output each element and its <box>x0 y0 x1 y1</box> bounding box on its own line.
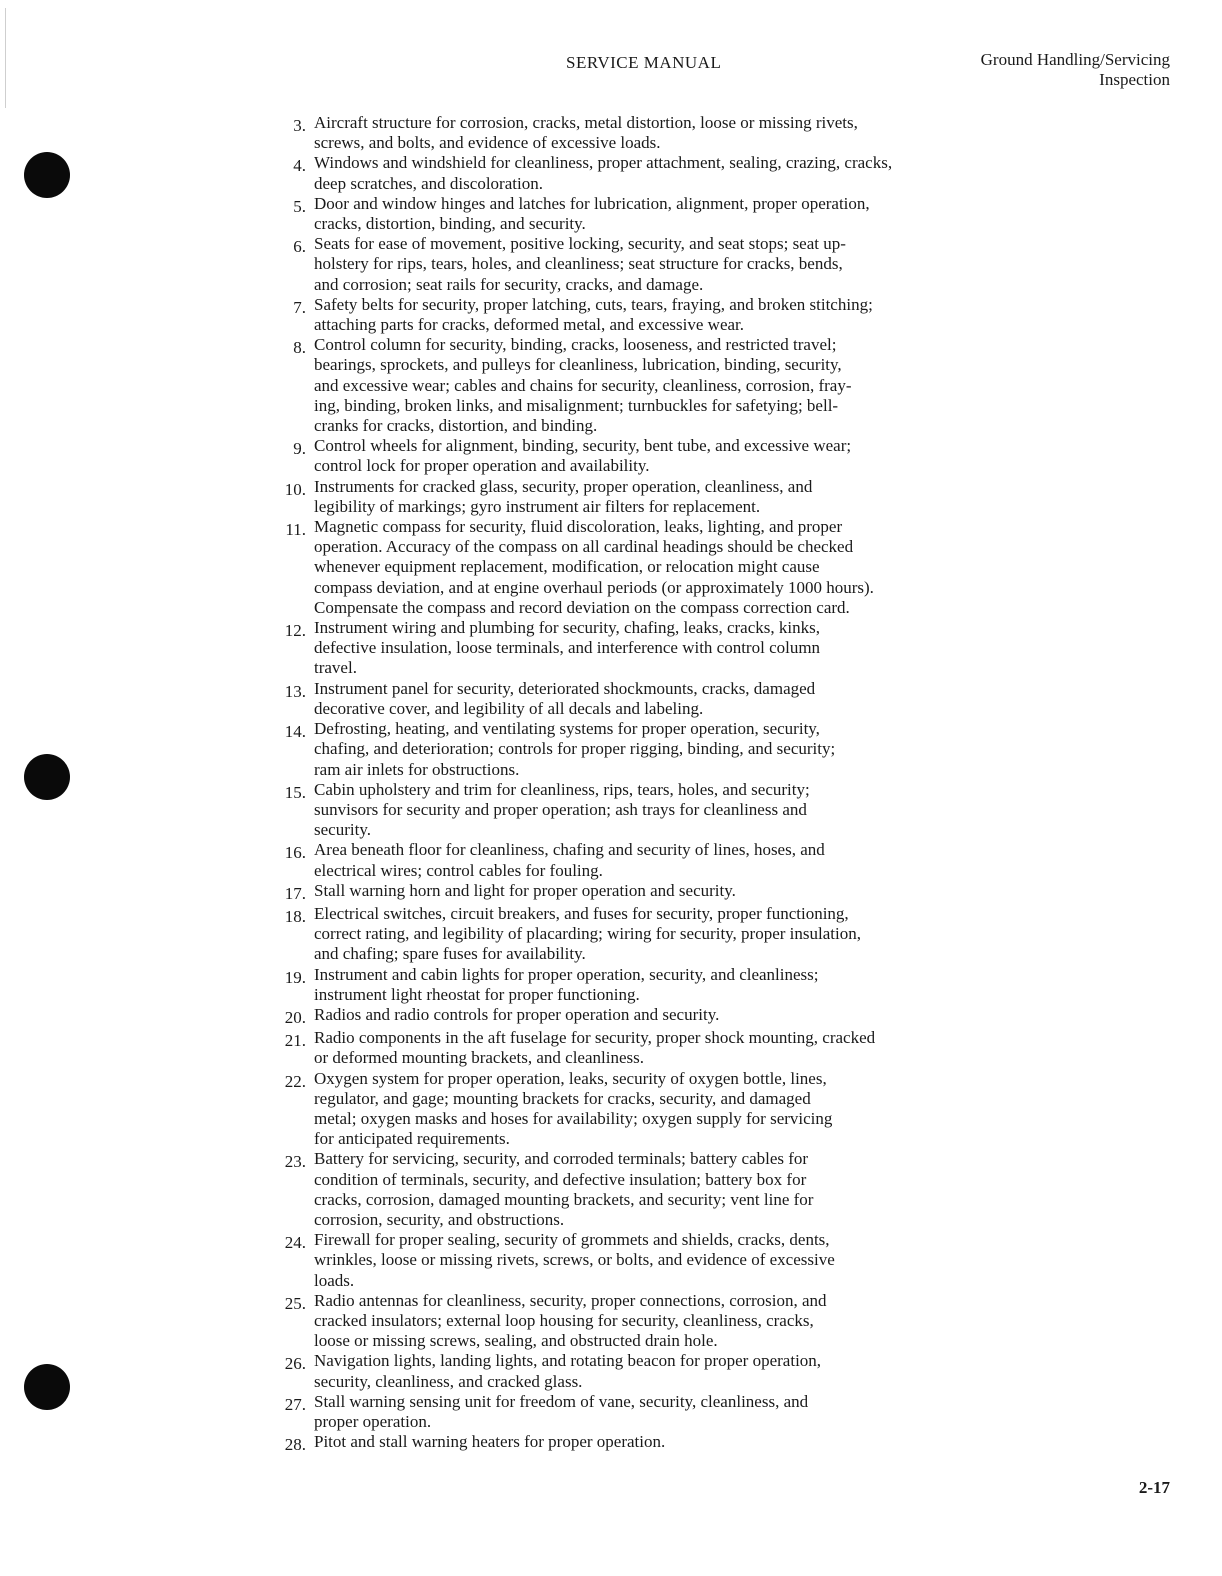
checklist-item-number: 20. <box>284 1007 306 1027</box>
checklist-item <box>266 1230 1096 1291</box>
page-number: 2-17 <box>1138 1478 1170 1497</box>
checklist-item-number: 25. <box>284 1293 306 1313</box>
checklist-item-number: 5. <box>293 196 306 216</box>
checklist-item <box>266 780 1096 841</box>
checklist-item-number: 21. <box>284 1031 306 1051</box>
checklist-item-number: 16. <box>284 843 306 863</box>
checklist-item <box>266 1069 1096 1150</box>
checklist-item-number: 11. <box>285 520 306 540</box>
checklist-item <box>266 295 1096 335</box>
checklist-item <box>266 618 1096 679</box>
checklist-item-number: 9. <box>293 439 306 459</box>
checklist-item <box>266 840 1096 880</box>
checklist-item <box>266 517 1096 618</box>
checklist-item-text: Stall warning sensing unit for freedom of vane, security, cleanliness, and proper operation. <box>314 1391 809 1431</box>
checklist-item <box>266 1392 1096 1432</box>
checklist-item <box>266 1028 1096 1068</box>
checklist-item-text: Instrument wiring and plumbing for security, chafing, leaks, cracks, kinks, defective insulation, loose terminals, and interference with control column travel. <box>314 618 821 678</box>
checklist-item-text: Battery for servicing, security, and corroded terminals; battery cables for condition of terminals, security, and defective insulation; battery box for cracks, corrosion, damaged mounting brackets, and security; vent line for corrosion, security, and obstructions. <box>314 1149 814 1229</box>
checklist-item-number: 19. <box>284 967 306 987</box>
checklist-item-number: 13. <box>284 681 306 701</box>
checklist-item-text: Firewall for proper sealing, security of grommets and shields, cracks, dents, wrinkles, loose or missing rivets, screws, or bolts, and evidence of excessive loads. <box>314 1230 835 1290</box>
checklist-item <box>266 153 1096 193</box>
checklist-item-text: Electrical switches, circuit breakers, and fuses for security, proper functioning, correct rating, and legibility of placarding; wiring for security, proper insulation, and chafing; spare fuses for availability. <box>314 903 861 964</box>
checklist-item <box>266 335 1096 436</box>
checklist-item-text: Instrument panel for security, deteriorated shockmounts, cracks, damaged decorative cover, and legibility of all decals and labeling. <box>314 678 816 718</box>
checklist-item-text: Pitot and stall warning heaters for proper operation. <box>314 1432 666 1452</box>
checklist-item-number: 18. <box>284 906 306 926</box>
checklist-item-text: Cabin upholstery and trim for cleanliness, rips, tears, holes, and security; sunvisors for security and proper operation; ash trays for cleanliness and security. <box>314 779 810 840</box>
checklist-item <box>266 234 1096 295</box>
checklist-item-number: 8. <box>293 338 306 358</box>
checklist-item-text: Seats for ease of movement, positive locking, security, and seat stops; seat up- holstery for rips, tears, holes, and cleanliness; seat structure for cracks, bends, and corrosion; seat rails for security, cracks, and damage. <box>314 234 846 294</box>
checklist-item <box>266 477 1096 517</box>
checklist-item <box>266 194 1096 234</box>
checklist-item <box>266 1351 1096 1391</box>
checklist-item <box>266 719 1096 780</box>
checklist-item-number: 12. <box>284 621 306 641</box>
checklist-item-text: Stall warning horn and light for proper operation and security. <box>314 880 736 900</box>
binder-hole-bottom <box>24 1364 70 1410</box>
checklist-item <box>266 965 1096 1005</box>
section-heading-line2: Inspection <box>1099 70 1170 89</box>
checklist-item-text: Control wheels for alignment, binding, security, bent tube, and excessive wear; control lock for proper operation and availability. <box>314 436 852 476</box>
checklist-item-number: 28. <box>284 1435 306 1455</box>
checklist-item-number: 6. <box>293 237 306 257</box>
checklist-item-text: Radio components in the aft fuselage for security, proper shock mounting, cracked or deformed mounting brackets, and cleanliness. <box>314 1028 876 1068</box>
checklist-item <box>266 1291 1096 1352</box>
checklist-item <box>266 1005 1096 1028</box>
checklist-item <box>266 904 1096 965</box>
checklist-item-number: 24. <box>284 1233 306 1253</box>
checklist-item-number: 17. <box>284 883 306 903</box>
manual-title: SERVICE MANUAL <box>566 53 722 72</box>
checklist-item <box>266 881 1096 904</box>
checklist-item-text: Magnetic compass for security, fluid discoloration, leaks, lighting, and proper operation. Accuracy of the compass on all cardinal headings should be checked whenever equipment replacement, modification, or relocation might cause compass deviation, and at engine overhaul periods (or approximately 1000 hours). Compensate the compass and record deviation on the compass correction card. <box>314 517 874 617</box>
checklist-item-text: Instruments for cracked glass, security, proper operation, cleanliness, and legibility of markings; gyro instrument air filters for replacement. <box>314 476 813 516</box>
checklist-item-text: Oxygen system for proper operation, leaks, security of oxygen bottle, lines, regulator, and gage; mounting brackets for cracks, security, and damaged metal; oxygen masks and hoses for availability; oxygen supply for servicing for anticipated requirements. <box>314 1068 833 1149</box>
binder-hole-top <box>24 152 70 198</box>
section-heading-line1: Ground Handling/Servicing <box>980 50 1170 69</box>
checklist-item-number: 23. <box>284 1152 306 1172</box>
checklist-item-text: Windows and windshield for cleanliness, proper attachment, sealing, crazing, cracks, deep scratches, and discoloration. <box>314 153 893 193</box>
checklist-item-text: Control column for security, binding, cracks, looseness, and restricted travel; bearings, sprockets, and pulleys for cleanliness, lubrication, binding, security, and excessive wear; cables and chains for security, cleanliness, corrosion, fray- ing, binding, broken links, and misalignment; turnbuckles for safetying; bell- cranks for cracks, distortion, and binding. <box>314 335 852 436</box>
checklist-item-text: Door and window hinges and latches for lubrication, alignment, proper operation, cracks, distortion, binding, and security. <box>314 193 870 234</box>
checklist-item-number: 3. <box>293 116 306 135</box>
checklist-item-text: Radios and radio controls for proper operation and security. <box>314 1004 720 1024</box>
inspection-checklist <box>266 113 1096 1455</box>
checklist-item-number: 15. <box>284 782 306 802</box>
checklist-item-number: 22. <box>284 1071 306 1091</box>
checklist-item-text: Aircraft structure for corrosion, cracks, metal distortion, loose or missing rivets, screws, and bolts, and evidence of excessive loads. <box>314 113 858 153</box>
section-heading <box>981 50 1170 90</box>
checklist-item-number: 4. <box>293 156 306 176</box>
checklist-item <box>266 113 1096 153</box>
checklist-item-number: 10. <box>284 479 306 499</box>
checklist-item-text: Area beneath floor for cleanliness, chafing and security of lines, hoses, and electrical wires; control cables for fouling. <box>314 840 825 880</box>
scan-edge-line <box>5 8 6 108</box>
checklist-item <box>266 679 1096 719</box>
binder-hole-middle <box>24 754 70 800</box>
checklist-item-number: 14. <box>284 722 306 742</box>
checklist-item-text: Radio antennas for cleanliness, security, proper connections, corrosion, and cracked insulators; external loop housing for security, cleanliness, cracks, loose or missing screws, sealing, and obstructed drain hole. <box>314 1290 827 1351</box>
checklist-item-text: Defrosting, heating, and ventilating systems for proper operation, security, chafing, and deterioration; controls for proper rigging, binding, and security; ram air inlets for obstructions. <box>314 719 836 779</box>
checklist-item-number: 7. <box>293 297 306 317</box>
checklist-item-text: Instrument and cabin lights for proper operation, security, and cleanliness; instrument light rheostat for proper functioning. <box>314 964 819 1004</box>
checklist-item-number: 26. <box>284 1354 306 1374</box>
checklist-item <box>266 436 1096 476</box>
checklist-item <box>266 1432 1096 1455</box>
checklist-item-text: Safety belts for security, proper latching, cuts, tears, fraying, and broken stitching; attaching parts for cracks, deformed metal, and excessive wear. <box>314 294 873 335</box>
checklist-item <box>266 1149 1096 1230</box>
checklist-item-text: Navigation lights, landing lights, and rotating beacon for proper operation, security, cleanliness, and cracked glass. <box>314 1351 822 1391</box>
checklist-item-number: 27. <box>284 1394 306 1414</box>
